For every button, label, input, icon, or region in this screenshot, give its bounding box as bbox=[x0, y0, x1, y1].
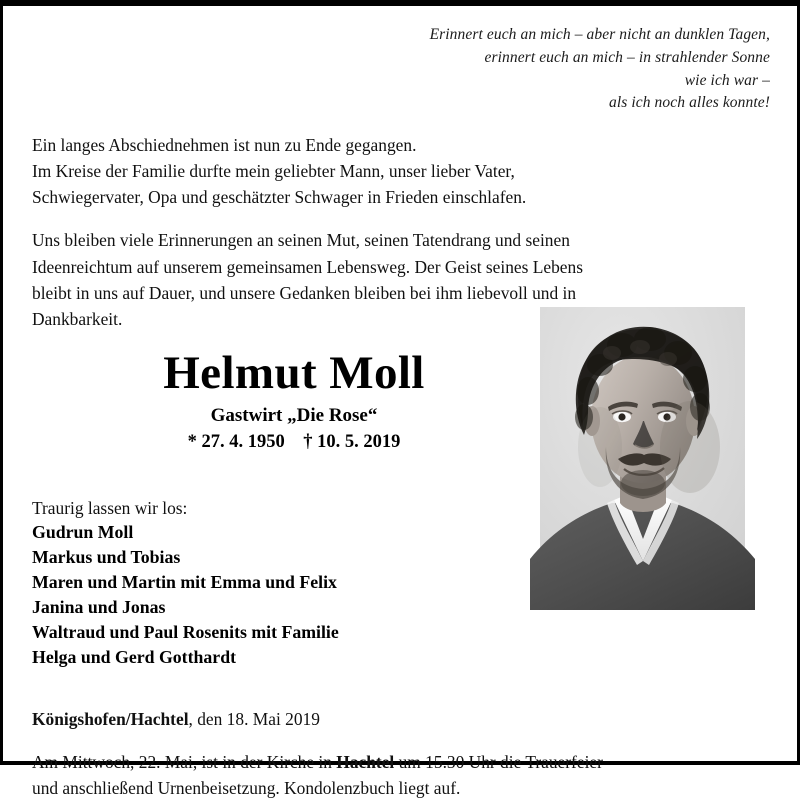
service-text-before: Am Mittwoch, 22. Mai, ist in der Kirche in bbox=[32, 751, 337, 772]
deceased-dates: * 27. 4. 1950 † 10. 5. 2019 bbox=[187, 431, 401, 452]
poem-line: wie ich war – bbox=[684, 71, 770, 89]
mourner-name: Markus und Tobias bbox=[32, 546, 181, 567]
mourners-intro: Traurig lassen wir los: bbox=[32, 497, 188, 518]
mourner-name: Maren und Martin mit Emma und Felix bbox=[32, 571, 337, 592]
paragraph-line: Dankbarkeit. bbox=[32, 308, 123, 329]
service-line-1 bbox=[32, 749, 767, 775]
paragraph-line: Schwiegervater, Opa und geschätzter Schwager in Frieden einschlafen. bbox=[32, 187, 527, 208]
paragraph-1 bbox=[32, 132, 771, 210]
memorial-poem bbox=[29, 6, 771, 115]
mourner-name: Waltraud und Paul Rosenits mit Familie bbox=[32, 621, 339, 642]
portrait-photo-image bbox=[540, 307, 745, 610]
deceased-profession: Gastwirt „Die Rose“ bbox=[210, 404, 378, 426]
deceased-name: Helmut Moll bbox=[163, 346, 425, 399]
paragraph-line: Ideenreichtum auf unserem gemeinsamen Lebensweg. Der Geist seines Lebens bbox=[32, 256, 583, 277]
service-line-2: und anschließend Urnenbeisetzung. Kondolenzbuch liegt auf. bbox=[32, 777, 461, 798]
place-name: Königshofen/Hachtel bbox=[32, 709, 189, 730]
service-church-place: Hachtel bbox=[336, 751, 395, 772]
mourner-name: Janina und Jonas bbox=[32, 596, 166, 617]
deceased-name-block bbox=[29, 346, 559, 454]
notice-inner bbox=[3, 6, 797, 798]
portrait-photo bbox=[540, 307, 745, 610]
paragraph-line: Im Kreise der Familie durfte mein geliebter Mann, unser lieber Vater, bbox=[32, 161, 515, 182]
paragraph-line: Uns bleiben viele Erinnerungen an seinen Mut, seinen Tatendrang und seinen bbox=[32, 230, 570, 251]
service-text-after: um 15.30 Uhr die Trauerfeier bbox=[394, 751, 603, 772]
mourner-name: Helga und Gerd Gotthardt bbox=[32, 646, 236, 667]
obituary-body bbox=[29, 132, 771, 332]
poem-line: Erinnert euch an mich – aber nicht an dunklen Tagen, bbox=[429, 26, 770, 43]
paragraph-line: bleibt in uns auf Dauer, und unsere Gedanken bleiben bei ihm liebevoll und in bbox=[32, 282, 577, 303]
eye-left bbox=[618, 413, 625, 420]
poem-line: als ich noch alles konnte! bbox=[608, 94, 770, 112]
place-date: , den 18. Mai 2019 bbox=[188, 709, 320, 730]
mourner-name: Gudrun Moll bbox=[32, 522, 134, 542]
poem-line: erinnert euch an mich – in strahlender Sonne bbox=[484, 48, 770, 66]
service-details bbox=[29, 749, 767, 801]
paragraph-line: Ein langes Abschiednehmen ist nun zu Ende gegangen. bbox=[32, 135, 417, 156]
place-and-date bbox=[29, 707, 771, 731]
